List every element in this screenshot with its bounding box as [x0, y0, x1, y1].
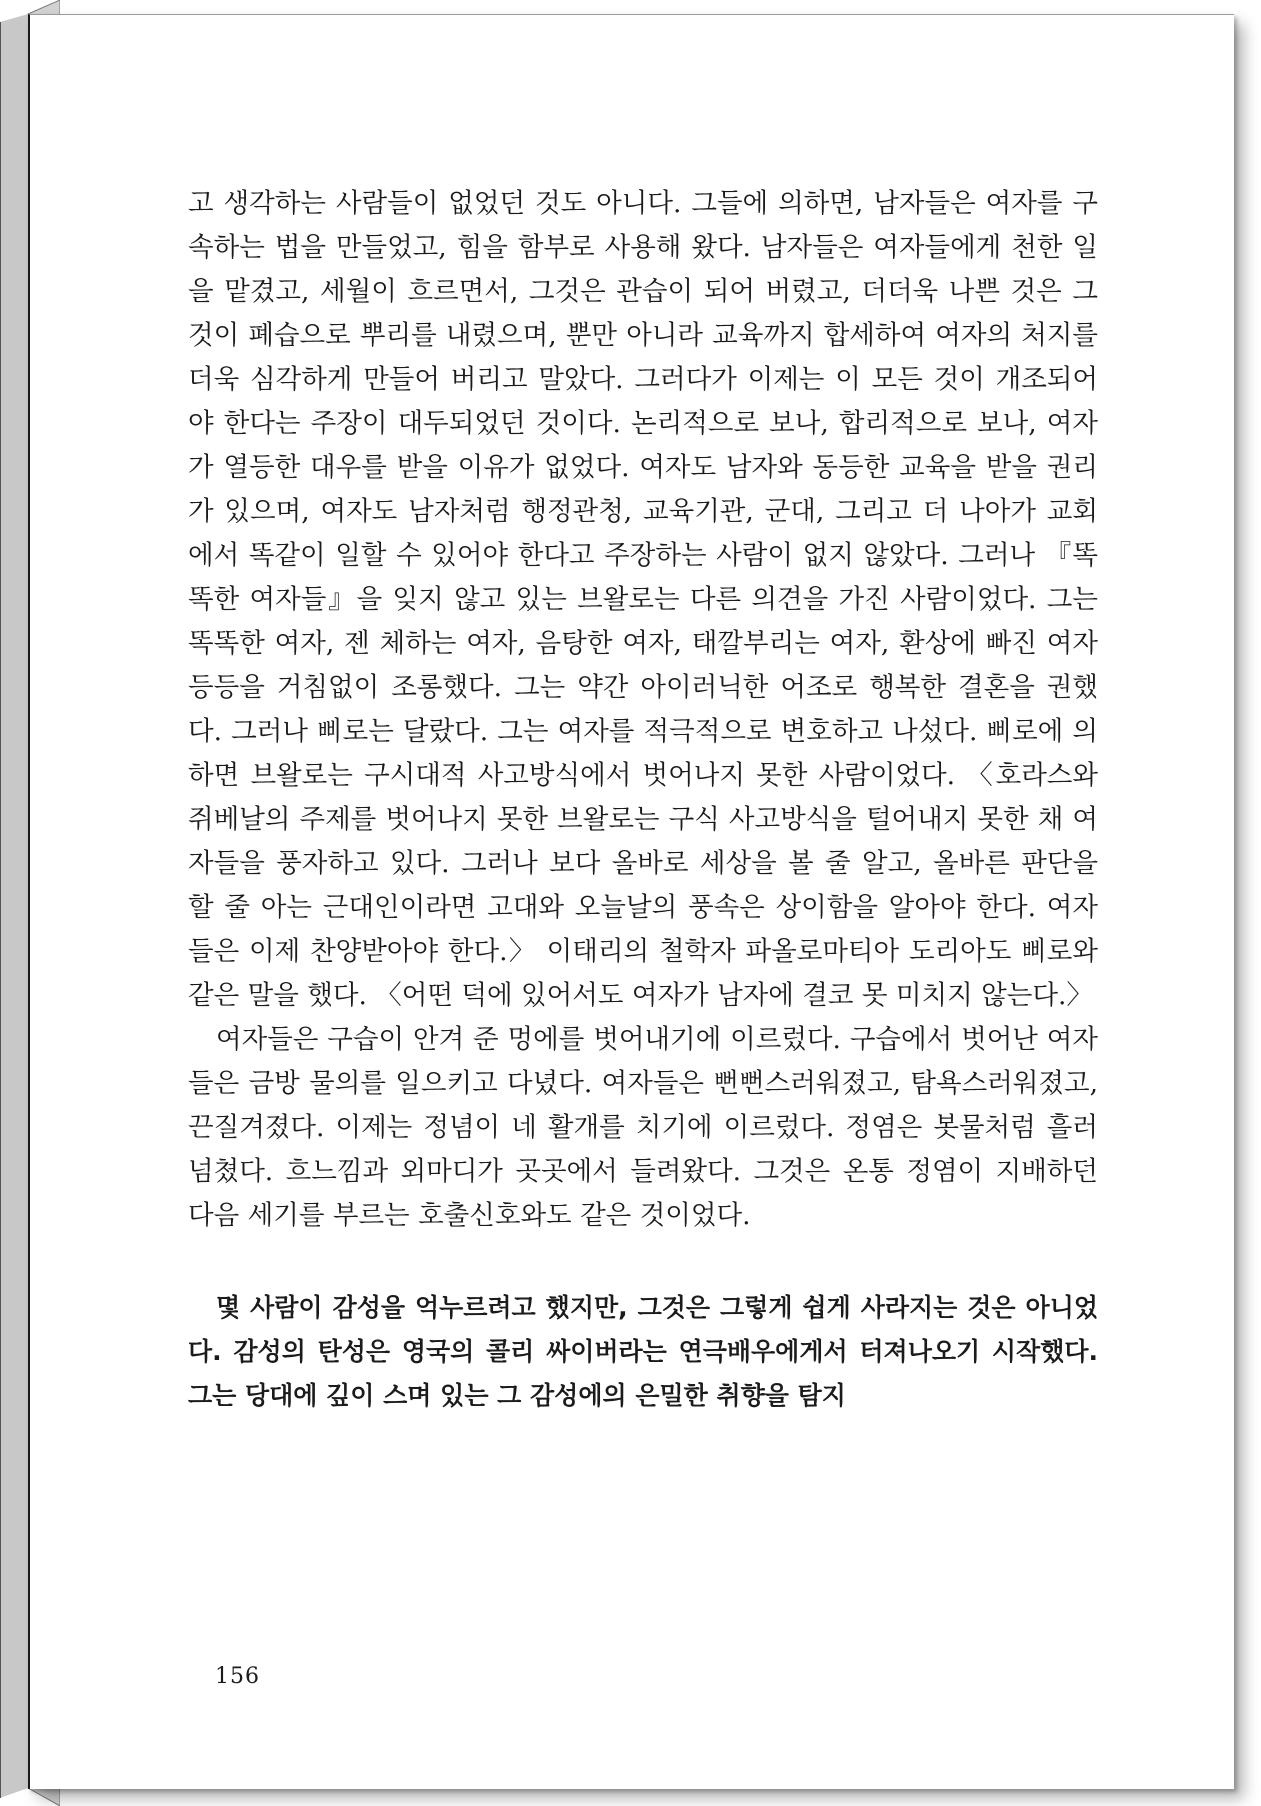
page-number: 156 [215, 1664, 260, 1689]
page-body-text [188, 182, 1098, 1418]
paragraph-1: 고 생각하는 사람들이 없었던 것도 아니다. 그들에 의하면, 남자들은 여자를 구속하는 법을 만들었고, 힘을 함부로 사용해 왔다. 남자들은 여자들에게 천한 일을 맡겼고, 세월이 흐르면서, 그것은 관습이 되어 버렸고, 더더욱 나쁜 것은 그것이 폐습으로 뿌리를 내렸으며, 뿐만 아니라 교육까지 합세하여 여자의 처지를 더욱 심각하게 만들어 버리고 말았다. 그러다가 이제는 이 모든 것이 개조되어야 한다는 주장이 대두되었던 것이다. 논리적으로 보나, 합리적으로 보나, 여자가 열등한 대우를 받을 이유가 없었다. 여자도 남자와 동등한 교육을 받을 권리가 있으며, 여자도 남자처럼 행정관청, 교육기관, 군대, 그리고 더 나아가 교회에서 똑같이 일할 수 있어야 한다고 주장하는 사람이 없지 않았다. 그러나 『똑똑한 여자들』을 잊지 않고 있는 브왈로는 다른 의견을 가진 사람이었다. 그는 똑똑한 여자, 젠 체하는 여자, 음탕한 여자, 태깔부리는 여자, 환상에 빠진 여자 등등을 거침없이 조롱했다. 그는 약간 아이러닉한 어조로 행복한 결혼을 권했다. 그러나 삐로는 달랐다. 그는 여자를 적극적으로 변호하고 나섰다. 삐로에 의하면 브왈로는 구시대적 사고방식에서 벗어나지 못한 사람이었다. 〈호라스와 쥐베날의 주제를 벗어나지 못한 브왈로는 구식 사고방식을 털어내지 못한 채 여자들을 풍자하고 있다. 그러나 보다 올바로 세상을 볼 줄 알고, 올바른 판단을 할 줄 아는 근대인이라면 고대와 오늘날의 풍속은 상이함을 알아야 한다. 여자들은 이제 찬양받아야 한다.〉 이태리의 철학자 파올로마티아 도리아도 삐로와 같은 말을 했다. 〈어떤 덕에 있어서도 여자가 남자에 결코 못 미치지 않는다.〉 [188, 188, 1098, 1011]
paragraph-2: 여자들은 구습이 안겨 준 멍에를 벗어내기에 이르렀다. 구습에서 벗어난 여자들은 금방 물의를 일으키고 다녔다. 여자들은 뻔뻔스러워졌고, 탐욕스러워졌고, 끈질겨졌다. 이제는 정념이 네 활개를 치기에 이르렀다. 정염은 봇물처럼 흘러넘쳤다. 흐느낌과 외마디가 곳곳에서 들려왔다. 그것은 온통 정염이 지배하던 다음 세기를 부르는 호출신호와도 같은 것이었다. [188, 1024, 1098, 1231]
paragraph-3: 몇 사람이 감성을 억누르려고 했지만, 그것은 그렇게 쉽게 사라지는 것은 아니었다. 감성의 탄성은 영국의 콜리 싸이버라는 연극배우에게서 터져나오기 시작했다. 그는 당대에 깊이 스며 있는 그 감성에의 은밀한 취향을 탐지 [188, 1293, 1098, 1410]
